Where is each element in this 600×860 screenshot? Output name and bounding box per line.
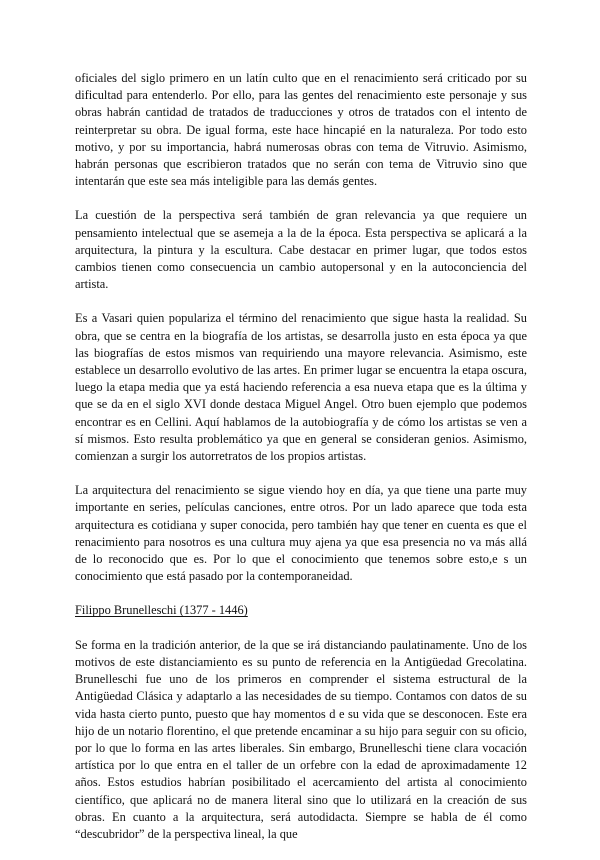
paragraph-perspectiva: La cuestión de la perspectiva será también de gran relevancia ya que requiere un pensamiento intelectual que se asemeja a la de la época. Esta perspectiva se aplicará a la arquitectura, la pintura y la escultura. Cabe destacar en primer lugar, que todos estos cambios tienen como consecuencia un cambio autopersonal y en la autoconciencia del artista. xyxy=(75,208,527,292)
section-heading-brunelleschi: Filippo Brunelleschi (1377 - 1446) xyxy=(75,603,248,618)
paragraph-arquitectura: La arquitectura del renacimiento se sigue viendo hoy en día, ya que tiene una parte muy importante en series, películas canciones, entre otros. Por un lado aparece que toda esta arquitectura es cotidiana y super conocida, pero también hay que tener en cuenta es que el renacimiento para nosotros es una cultura muy ajena ya que esa presencia no va más allá de lo reconocido que es. Por lo que el conocimiento que tenemos sobre esto,e s un conocimiento que está pasado por la contemporaneidad. xyxy=(75,483,527,584)
document-page xyxy=(75,70,527,860)
paragraph-vitruvio: oficiales del siglo primero en un latín culto que en el renacimiento será criticado por su dificultad para entenderlo. Por ello, para las gentes del renacimiento este personaje y sus obras habrán cantidad de tratados de traducciones y otros de tratados con el intento de reinterpretar su obra. De igual forma, este hace hincapié en la naturaleza. Por todo esto motivo, y por su importancia, habrá numerosas obras con tema de Vitruvio. Asimismo, habrán personas que escribieron tratados que no serán con tema de Vitruvio sino que intentarán que este sea más inteligible para las demás gentes. xyxy=(75,71,527,189)
paragraph-brunelleschi: Se forma en la tradición anterior, de la que se irá distanciando paulatinamente. Uno de los motivos de este distanciamiento es su punto de referencia en la Antigüedad Grecolatina. Brunelleschi fue uno de los primeros en comprender el sistema estructural de la Antigüedad Clásica y adaptarlo a las necesidades de su tiempo. Contamos con datos de su vida hasta cierto punto, puesto que hay momentos d e su vida que se desconocen. Este era hijo de un notario florentino, el que pretende encaminar a su hijo para seguir con su oficio, por lo que lo forma en las artes liberales. Sin embargo, Brunelleschi tiene clara vocación artística por lo que entra en el taller de un orfebre con la edad de aproximadamente 12 años. Estos estudios habrían posibilitado el acercamiento del artista al conocimiento científico, que aplicará no de manera literal sino que lo utilizará en la creación de sus obras. En cuanto a la arquitectura, será autodidacta. Siempre se habla de él como “descubridor” de la perspectiva lineal, la que xyxy=(75,637,527,841)
paragraph-vasari: Es a Vasari quien populariza el término del renacimiento que sigue hasta la realidad. Su obra, que se centra en la biografía de los artistas, se desarrolla justo en esta época ya que las biografías de estos mismos van requiriendo una mayore relevancia. Asimismo, este establece un desarrollo evolutivo de las artes. En primer lugar se encuentra la etapa oscura, luego la etapa media que ya está haciendo referencia a esa nueva etapa que es la última y que se da en el siglo XVI donde destaca Miguel Angel. Otro buen ejemplo que podemos encontrar es en Cellini. Aquí hablamos de la autobiografía y de cómo los artistas se ven a sí mismos. Esto resulta problemático ya que en general se consideran genios. Asimismo, comienzan a surgir los autorretratos de los propios artistas. xyxy=(75,311,527,464)
